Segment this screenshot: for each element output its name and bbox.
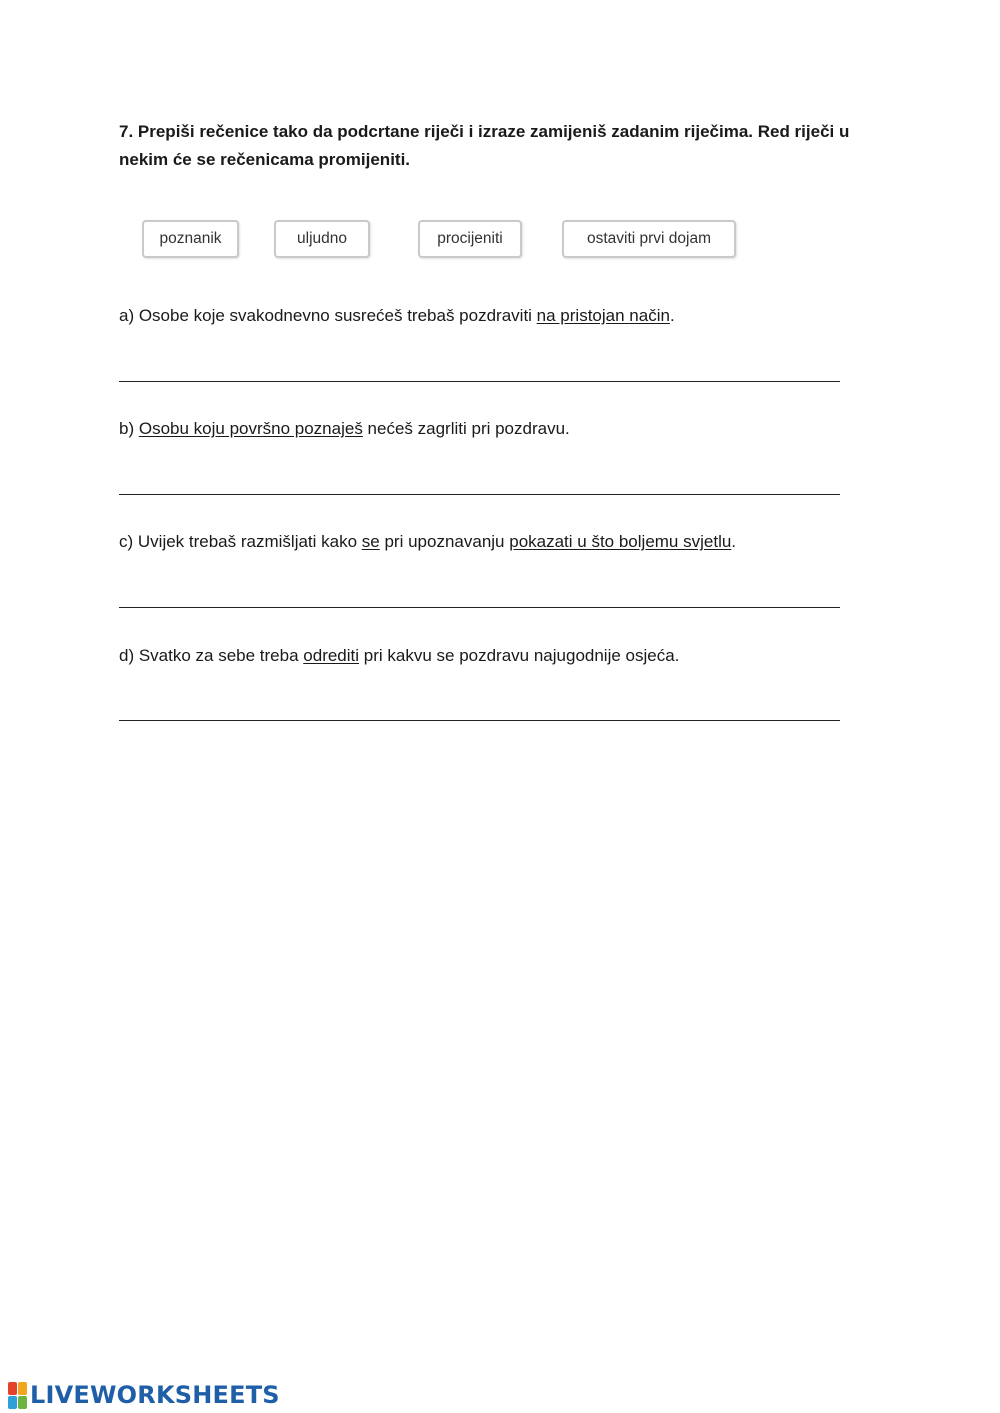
sentence-a (119, 305, 675, 327)
sentence-c (119, 531, 736, 553)
word-bank-item-poznanik[interactable]: poznanik (142, 220, 239, 258)
word-bank-item-uljudno[interactable]: uljudno (274, 220, 370, 258)
sentence-a-text: a) Osobe koje svakodnevno susrećeš trebaš pozdraviti (119, 306, 537, 325)
sentence-b (119, 418, 570, 440)
answer-line-a[interactable] (119, 381, 840, 382)
sentence-b-text: b) (119, 419, 139, 438)
sentence-b-end: nećeš zagrliti pri pozdravu. (362, 419, 570, 438)
sentence-a-underlined: na pristojan način (536, 306, 670, 325)
liveworksheets-logo-icon (8, 1382, 27, 1409)
sentence-b-underlined: Osobu koju površno poznaješ (138, 419, 363, 438)
sentence-d-end: pri kakvu se pozdravu najugodnije osjeća. (359, 646, 680, 665)
logo-text: LIVEWORKSHEETS (30, 1381, 280, 1409)
sentence-c-end: . (731, 532, 737, 551)
sentence-c-middle: pri upoznavanju (379, 532, 510, 551)
sentence-d (119, 645, 679, 667)
sentence-c-underlined-1: se (361, 532, 380, 551)
answer-line-d[interactable] (119, 720, 840, 721)
answer-line-b[interactable] (119, 494, 840, 495)
sentence-a-end: . (669, 306, 675, 325)
word-bank-item-ostaviti-prvi-dojam[interactable]: ostaviti prvi dojam (562, 220, 736, 258)
task-instruction: 7. Prepiši rečenice tako da podcrtane riječi i izraze zamijeniš zadanim riječima. Red riječi u nekim će se rečenicama promijeniti. (119, 122, 850, 169)
liveworksheets-logo (8, 1381, 280, 1409)
sentence-d-underlined: odrediti (303, 646, 360, 665)
sentence-c-text: c) Uvijek trebaš razmišljati kako (119, 532, 362, 551)
answer-line-c[interactable] (119, 607, 840, 608)
sentence-d-text: d) Svatko za sebe treba (119, 646, 304, 665)
word-bank-item-procijeniti[interactable]: procijeniti (418, 220, 522, 258)
sentence-c-underlined-2: pokazati u što boljemu svjetlu (509, 532, 732, 551)
